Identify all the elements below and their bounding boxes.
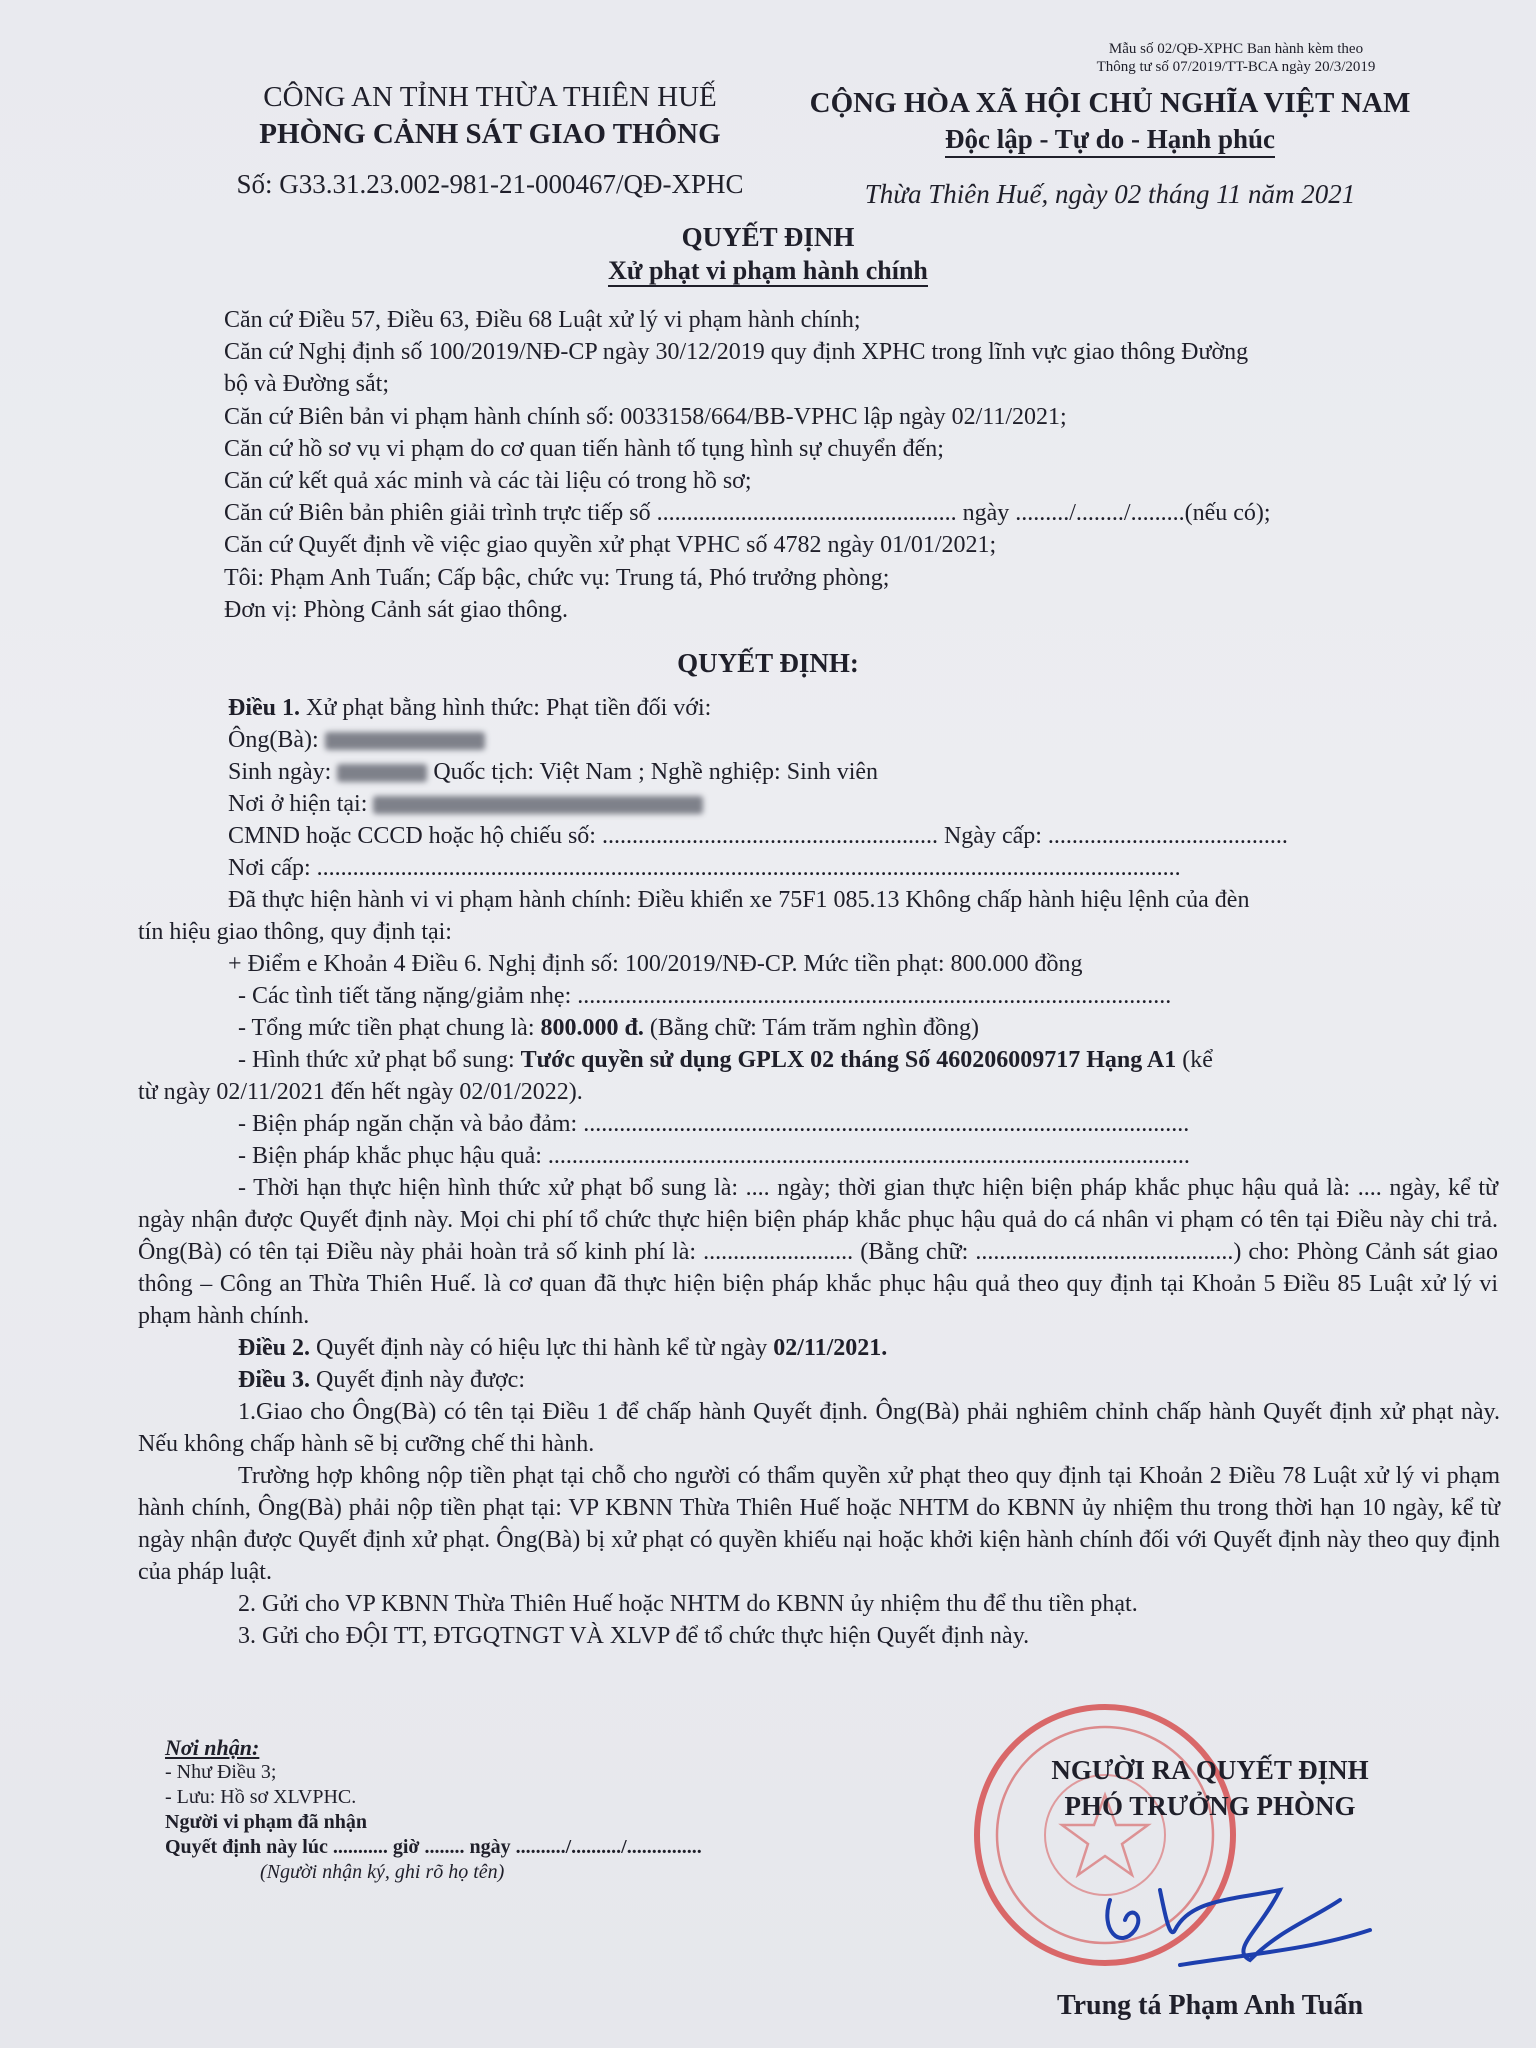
recipients-block <box>165 1735 845 1885</box>
agency-header <box>180 78 800 204</box>
signer-title-block <box>1000 1752 1420 1824</box>
article3-item2: 2. Gửi cho VP KBNN Thừa Thiên Huế hoặc NHTM do KBNN ủy nhiệm thu để thu tiền phạt. <box>238 1591 1138 1617</box>
nationality-occupation: Quốc tịch: Việt Nam ; Nghề nghiệp: Sinh viên <box>433 759 879 785</box>
total-amount: 800.000 đ. <box>540 1015 644 1041</box>
receiver-note: (Người nhận ký, ghi rõ họ tên) <box>260 1861 505 1883</box>
name-label: Ông(Bà): <box>228 727 319 753</box>
article3-item3: 3. Gửi cho ĐỘI TT, ĐTGQTNGT VÀ XLVP để tổ chức thực hiện Quyết định này. <box>238 1623 1030 1649</box>
basis-line: Căn cứ kết quả xác minh và các tài liệu có trong hồ sơ; <box>224 468 752 495</box>
basis-line: Căn cứ Biên bản vi phạm hành chính số: 0033158/664/BB-VPHC lập ngày 02/11/2021; <box>224 403 1067 430</box>
decision-heading: QUYẾT ĐỊNH: <box>677 648 859 678</box>
national-header <box>800 84 1420 214</box>
recipient-item: - Lưu: Hồ sơ XLVPHC. <box>165 1786 357 1808</box>
article3-intro: Quyết định này được: <box>316 1367 525 1393</box>
recipients-title: Nơi nhận: <box>165 1735 260 1760</box>
national-motto: Độc lập - Tự do - Hạnh phúc <box>945 124 1275 158</box>
basis-line: Căn cứ Biên bản phiên giải trình trực tiếp số .................................................. ngày ........./......../.........(nếu có); <box>224 500 1271 527</box>
payment-paragraph: Trường hợp không nộp tiền phạt tại chỗ cho người có thẩm quyền xử phạt theo quy định tại Khoản 2 Điều 78 Luật xử lý vi phạm hành chính, Ông(Bà) phải nộp tiền phạt tại: VP KBNN Thừa Thiên Huế hoặc NHTM do KBNN ủy nhiệm thu trong thời hạn 10 ngày, kể từ ngày nhận được Quyết định xử phạt. Ông(Bà) bị xử phạt có quyền khiếu nại hoặc khởi kiện hành chính đối với Quyết định này theo quy định của pháp luật. <box>138 1463 1500 1585</box>
department-name: PHÒNG CẢNH SÁT GIAO THÔNG <box>259 118 721 150</box>
total-prefix: - Tổng mức tiền phạt chung là: <box>238 1015 535 1041</box>
articles <box>138 692 1500 1652</box>
place-date: Thừa Thiên Huế, ngày 02 tháng 11 năm 2021 <box>864 179 1356 209</box>
residence-label: Nơi ở hiện tại: <box>228 791 368 817</box>
signer-position: PHÓ TRƯỞNG PHÒNG <box>1064 1791 1356 1821</box>
article2-text: Quyết định này có hiệu lực thi hành kể từ ngày <box>316 1335 768 1361</box>
document-subtitle: Xử phạt vi phạm hành chính <box>608 256 928 285</box>
received-time-line: Quyết định này lúc ........... giờ ........ ngày ........../........../............... <box>165 1836 702 1858</box>
document-title: QUYẾT ĐỊNH <box>681 222 855 252</box>
article3-label: Điều 3. <box>238 1367 310 1393</box>
redacted-residence <box>373 796 703 814</box>
additional-prefix: - Hình thức xử phạt bổ sung: <box>238 1047 515 1073</box>
issued-place-line: Nơi cấp: ................................................................................................................................................ <box>228 855 1181 881</box>
deadline-paragraph: - Thời hạn thực hiện hình thức xử phạt bổ sung là: .... ngày; thời gian thực hiện biện pháp khắc phục hậu quả là: .... ngày, kể từ ngày nhận được Quyết định này. Mọi chi phí tổ chức thực hiện biện pháp khắc phục hậu quả do cá nhân vi phạm có tên tại Điều này chi trả. Ông(Bà) có tên tại Điều này phải hoàn trả số kinh phí là: ......................... (Bằng chữ: ...........................................) cho: Phòng Cảnh sát giao thông – Công an Thừa Thiên Huế. là cơ quan đã thực hiện biện pháp khắc phục hậu quả theo quy định tại Khoản 5 Điều 85 Luật xử lý vi phạm hành chính. <box>138 1175 1498 1329</box>
additional-suffix: (kể <box>1182 1047 1213 1073</box>
legal-clause: + Điểm e Khoản 4 Điều 6. Nghị định số: 100/2019/NĐ-CP. Mức tiền phạt: 800.000 đồng <box>228 951 1083 977</box>
additional-penalty: Tước quyền sử dụng GPLX 02 tháng Số 460206009717 Hạng A1 <box>520 1047 1177 1073</box>
article1-label: Điều 1. <box>228 695 300 721</box>
article3-item1: 1.Giao cho Ông(Bà) có tên tại Điều 1 để chấp hành Quyết định. Ông(Bà) phải nghiêm chỉnh chấp hành Quyết định xử phạt này. Nếu không chấp hành sẽ bị cưỡng chế thi hành. <box>138 1399 1500 1457</box>
legal-bases <box>168 304 1498 626</box>
redacted-dob <box>337 764 427 782</box>
agency-name: CÔNG AN TỈNH THỪA THIÊN HUẾ <box>263 81 717 113</box>
basis-line: Căn cứ Điều 57, Điều 63, Điều 68 Luật xử lý vi phạm hành chính; <box>224 307 861 333</box>
aggravating-line: - Các tình tiết tăng nặng/giảm nhẹ: ................................................................................................... <box>238 983 1172 1009</box>
form-note-line2: Thông tư số 07/2019/TT-BCA ngày 20/3/2019 <box>1096 59 1376 75</box>
received-line: Người vi phạm đã nhận <box>165 1811 368 1833</box>
article2-label: Điều 2. <box>238 1335 310 1361</box>
form-note-line1: Mẫu số 02/QĐ-XPHC Ban hành kèm theo <box>1108 41 1364 57</box>
violation-line: Đã thực hiện hành vi vi phạm hành chính: Điều khiển xe 75F1 085.13 Không chấp hành hiệu lệnh của đèn <box>228 887 1250 913</box>
basis-line: Căn cứ Quyết định về việc giao quyền xử phạt VPHC số 4782 ngày 01/01/2021; <box>224 532 997 559</box>
basis-line: Tôi: Phạm Anh Tuấn; Cấp bậc, chức vụ: Trung tá, Phó trưởng phòng; <box>224 564 890 591</box>
total-words: (Bằng chữ: Tám trăm nghìn đồng) <box>649 1015 980 1041</box>
prevention-line: - Biện pháp ngăn chặn và bảo đảm: ..................................................................................................... <box>238 1111 1190 1137</box>
basis-line: Đơn vị: Phòng Cảnh sát giao thông. <box>224 596 569 623</box>
signature-icon <box>1080 1860 1380 1980</box>
form-note <box>1026 40 1446 76</box>
recipient-item: - Như Điều 3; <box>165 1761 277 1783</box>
basis-line: Căn cứ hồ sơ vụ vi phạm do cơ quan tiến hành tố tụng hình sự chuyển đến; <box>224 435 944 462</box>
basis-line: bộ và Đường sắt; <box>224 371 390 398</box>
effective-date: 02/11/2021. <box>773 1335 888 1361</box>
signer-role: NGƯỜI RA QUYẾT ĐỊNH <box>1051 1755 1369 1785</box>
basis-line: Căn cứ Nghị định số 100/2019/NĐ-CP ngày 30/12/2019 quy định XPHC trong lĩnh vực giao thông Đường <box>224 339 1249 366</box>
signer-name: Trung tá Phạm Anh Tuấn <box>1056 1990 1364 2021</box>
article1-intro: Xử phạt bằng hình thức: Phạt tiền đối với: <box>306 695 712 721</box>
additional-period: từ ngày 02/11/2021 đến hết ngày 02/01/2022). <box>138 1079 583 1105</box>
id-line: CMND hoặc CCCD hoặc hộ chiếu số: ........................................................ Ngày cấp: ........................................ <box>228 823 1288 849</box>
violation-line: tín hiệu giao thông, quy định tại: <box>138 919 452 945</box>
redacted-name <box>325 732 485 750</box>
remedy-line: - Biện pháp khắc phục hậu quả: ........................................................................................................... <box>238 1143 1190 1169</box>
decision-number: Số: G33.31.23.002-981-21-000467/QĐ-XPHC <box>236 169 744 199</box>
dob-label: Sinh ngày: <box>228 759 332 785</box>
republic-name: CỘNG HÒA XÃ HỘI CHỦ NGHĨA VIỆT NAM <box>809 87 1411 119</box>
